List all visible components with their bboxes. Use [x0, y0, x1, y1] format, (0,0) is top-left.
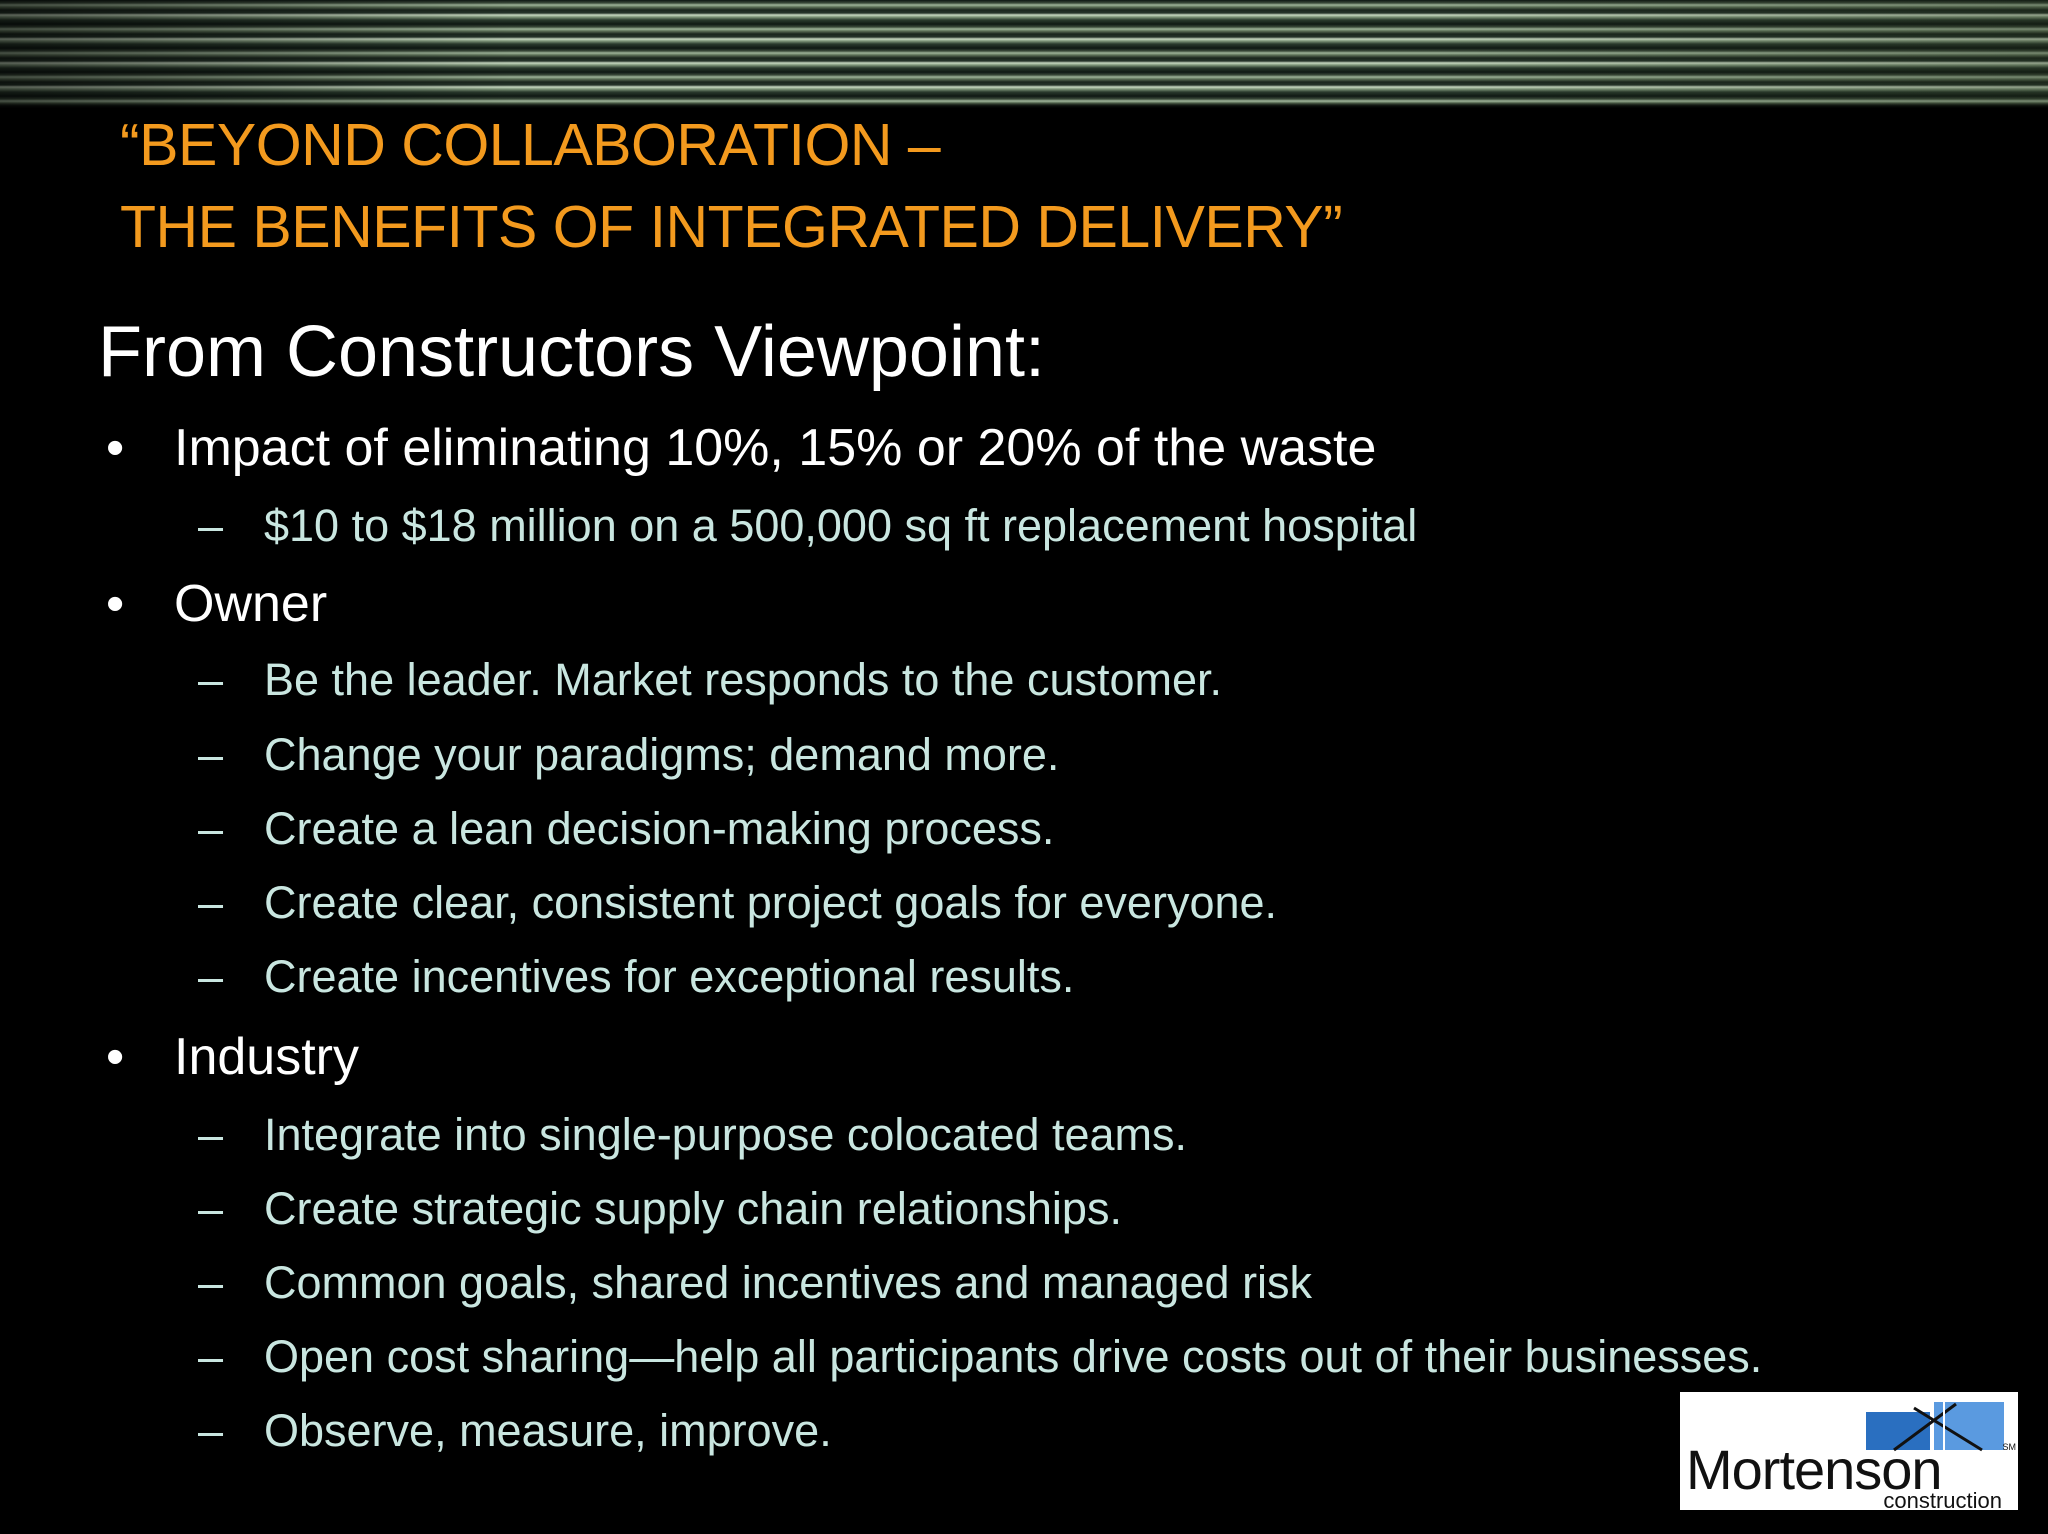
decorative-header-banner: [0, 0, 2048, 108]
bullet-marker: •: [106, 575, 125, 633]
bullet-text: Owner: [174, 575, 328, 633]
dash-marker: –: [198, 654, 224, 705]
logo-service-mark: SM: [2002, 1442, 2016, 1452]
bullet-text: Create clear, consistent project goals for everyone.: [264, 877, 1278, 928]
bullet-text: Create incentives for exceptional results.: [264, 951, 1075, 1002]
dash-marker: –: [198, 803, 224, 854]
slide-title-line-2: THE BENEFITS OF INTEGRATED DELIVERY”: [120, 194, 1343, 260]
bullet-text: $10 to $18 million on a 500,000 sq ft replacement hospital: [264, 500, 1418, 551]
slide-subtitle: From Constructors Viewpoint:: [98, 312, 1046, 392]
dash-marker: –: [198, 729, 224, 780]
dash-marker: –: [198, 500, 224, 551]
bullet-text: Open cost sharing—help all participants drive costs out of their businesses.: [264, 1331, 1763, 1382]
dash-marker: –: [198, 1257, 224, 1308]
bullet-text: Integrate into single-purpose colocated teams.: [264, 1109, 1188, 1160]
bullet-text: Create strategic supply chain relationships.: [264, 1183, 1122, 1234]
dash-marker: –: [198, 1331, 224, 1382]
logo-subtext: construction: [1883, 1488, 2002, 1513]
bullet-text: Common goals, shared incentives and managed risk: [264, 1257, 1313, 1308]
bullet-marker: •: [106, 419, 125, 477]
bullet-text: Impact of eliminating 10%, 15% or 20% of the waste: [174, 419, 1377, 477]
bullet-text: Observe, measure, improve.: [264, 1405, 832, 1456]
logo-wordmark: Mortenson: [1686, 1438, 1942, 1501]
dash-marker: –: [198, 1109, 224, 1160]
bullet-marker: •: [106, 1028, 125, 1086]
dash-marker: –: [198, 1183, 224, 1234]
bullet-text: Change your paradigms; demand more.: [264, 729, 1060, 780]
dash-marker: –: [198, 951, 224, 1002]
bullet-text: Industry: [174, 1028, 359, 1086]
slide-title: [120, 104, 1342, 268]
dash-marker: –: [198, 1405, 224, 1456]
dash-marker: –: [198, 877, 224, 928]
bullet-text: Be the leader. Market responds to the customer.: [264, 654, 1223, 705]
bullet-text: Create a lean decision-making process.: [264, 803, 1055, 854]
slide-title-line-1: “BEYOND COLLABORATION –: [120, 112, 941, 178]
mortenson-logo: [1680, 1392, 2018, 1513]
